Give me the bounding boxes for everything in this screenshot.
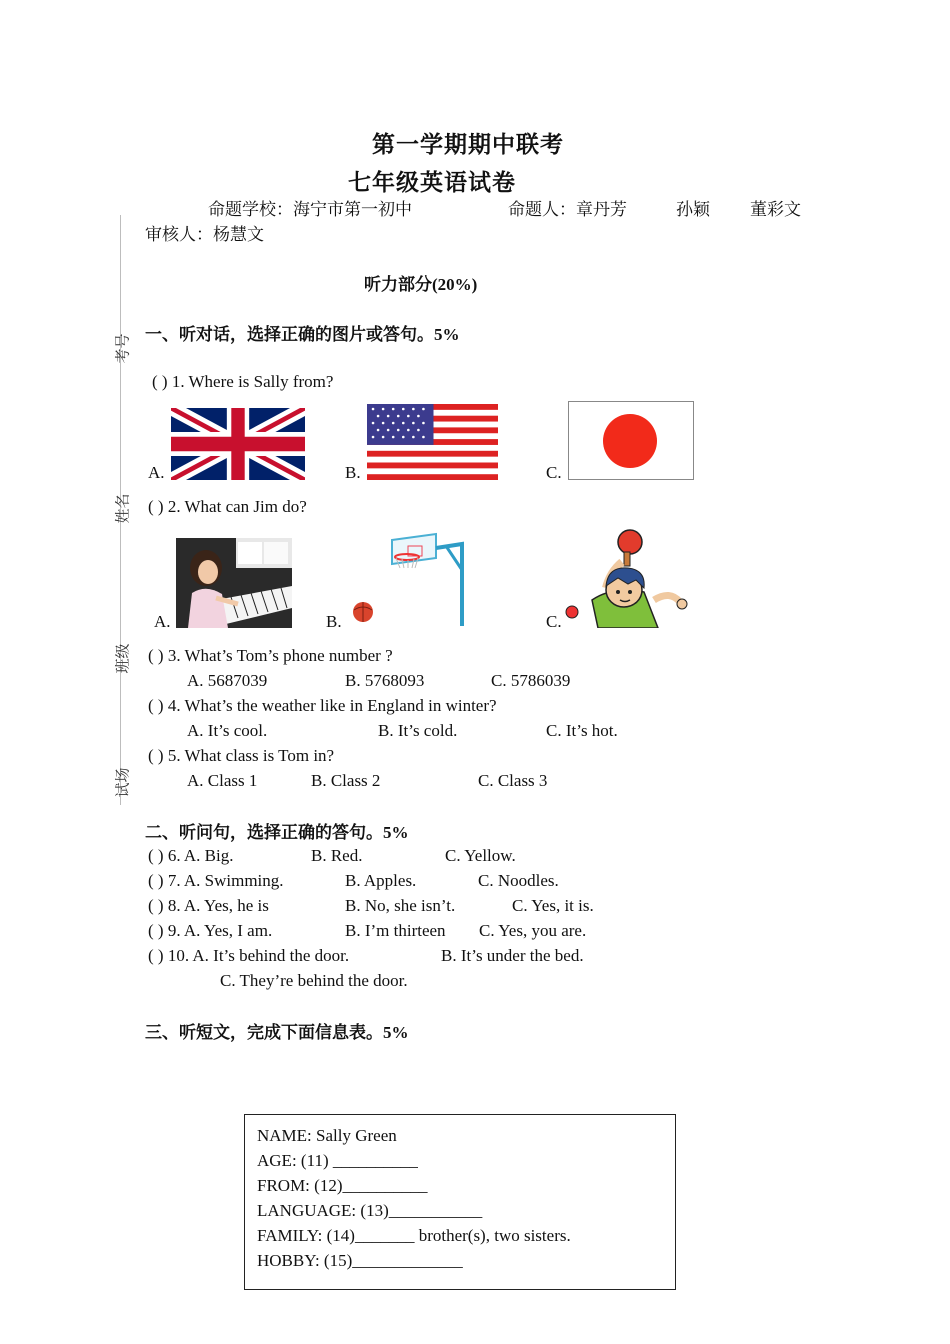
exam-title: 第一学期期中联考 — [372, 132, 564, 157]
q9-option-b: B. I’m thirteen — [345, 921, 446, 940]
info-from: FROM: (12)__________ — [257, 1176, 428, 1195]
q6-option-b: B. Red. — [311, 846, 363, 865]
q7-option-b: B. Apples. — [345, 871, 417, 890]
q6-option-a: ( ) 6. A. Big. — [148, 846, 234, 865]
section1-heading: 一、听对话，选择正确的图片或答句。5% — [145, 325, 460, 344]
ping-pong-player-image — [562, 528, 690, 628]
q9-option-a: ( ) 9. A. Yes, I am. — [148, 921, 273, 940]
q2-option-c: C. — [546, 612, 562, 631]
q2-option-a: A. — [154, 612, 171, 631]
q1-option-c: C. — [546, 463, 562, 482]
info-hobby: HOBBY: (15)_____________ — [257, 1251, 463, 1270]
q8-option-b: B. No, she isn’t. — [345, 896, 456, 915]
reviewer: 审核人：杨慧文 — [145, 225, 264, 244]
question-5: ( ) 5. What class is Tom in? — [148, 746, 335, 765]
q10-option-a: ( ) 10. A. It’s behind the door. — [148, 946, 350, 965]
q1-option-b: B. — [345, 463, 361, 482]
uk-flag-image — [171, 408, 305, 480]
q5-option-a: A. Class 1 — [187, 771, 258, 790]
setter-author-2: 孙颖 — [676, 200, 710, 219]
info-language: LANGUAGE: (13)___________ — [257, 1201, 483, 1220]
q7-option-a: ( ) 7. A. Swimming. — [148, 871, 284, 890]
piano-girl-image — [176, 538, 292, 628]
info-family: FAMILY: (14)_______ brother(s), two sisters. — [257, 1226, 571, 1245]
q1-option-a: A. — [148, 463, 165, 482]
setter-author: 命题人：章丹芳 — [508, 200, 627, 219]
listening-heading: 听力部分(20%) — [364, 275, 478, 294]
q3-option-c: C. 5786039 — [491, 671, 571, 690]
q8-option-a: ( ) 8. A. Yes, he is — [148, 896, 269, 915]
japan-flag-image — [568, 401, 694, 480]
info-name: NAME: Sally Green — [257, 1126, 397, 1145]
q4-option-a: A. It’s cool. — [187, 721, 268, 740]
q3-option-b: B. 5768093 — [345, 671, 425, 690]
q2-option-b: B. — [326, 612, 342, 631]
info-age: AGE: (11) __________ — [257, 1151, 418, 1170]
section2-heading: 二、听问句，选择正确的答句。5% — [145, 823, 409, 842]
q5-option-b: B. Class 2 — [311, 771, 381, 790]
q3-option-a: A. 5687039 — [187, 671, 268, 690]
us-flag-image — [367, 404, 498, 480]
q9-option-c: C. Yes, you are. — [479, 921, 587, 940]
q6-option-c: C. Yellow. — [445, 846, 516, 865]
setter-author-3: 董彩文 — [750, 200, 801, 219]
setter-school: 命题学校：海宁市第一初中 — [208, 200, 412, 219]
side-label-room: 试场 — [115, 767, 132, 798]
section3-heading: 三、听短文，完成下面信息表。5% — [145, 1023, 409, 1042]
question-2: ( ) 2. What can Jim do? — [148, 497, 307, 516]
q10-option-b: B. It’s under the bed. — [441, 946, 584, 965]
q7-option-c: C. Noodles. — [478, 871, 559, 890]
q5-option-c: C. Class 3 — [478, 771, 548, 790]
side-label-exam-no: 考号 — [115, 333, 132, 364]
basketball-hoop-image — [350, 530, 480, 630]
q8-option-c: C. Yes, it is. — [512, 896, 594, 915]
question-4: ( ) 4. What’s the weather like in England in winter? — [148, 696, 497, 715]
question-3: ( ) 3. What’s Tom’s phone number ? — [148, 646, 393, 665]
question-1: ( ) 1. Where is Sally from? — [152, 372, 334, 391]
q4-option-b: B. It’s cold. — [378, 721, 458, 740]
q4-option-c: C. It’s hot. — [546, 721, 618, 740]
exam-subtitle: 七年级英语试卷 — [348, 170, 516, 195]
side-label-name: 姓名 — [115, 493, 132, 524]
q10-option-c: C. They’re behind the door. — [220, 971, 408, 990]
side-label-class: 班级 — [115, 643, 132, 674]
